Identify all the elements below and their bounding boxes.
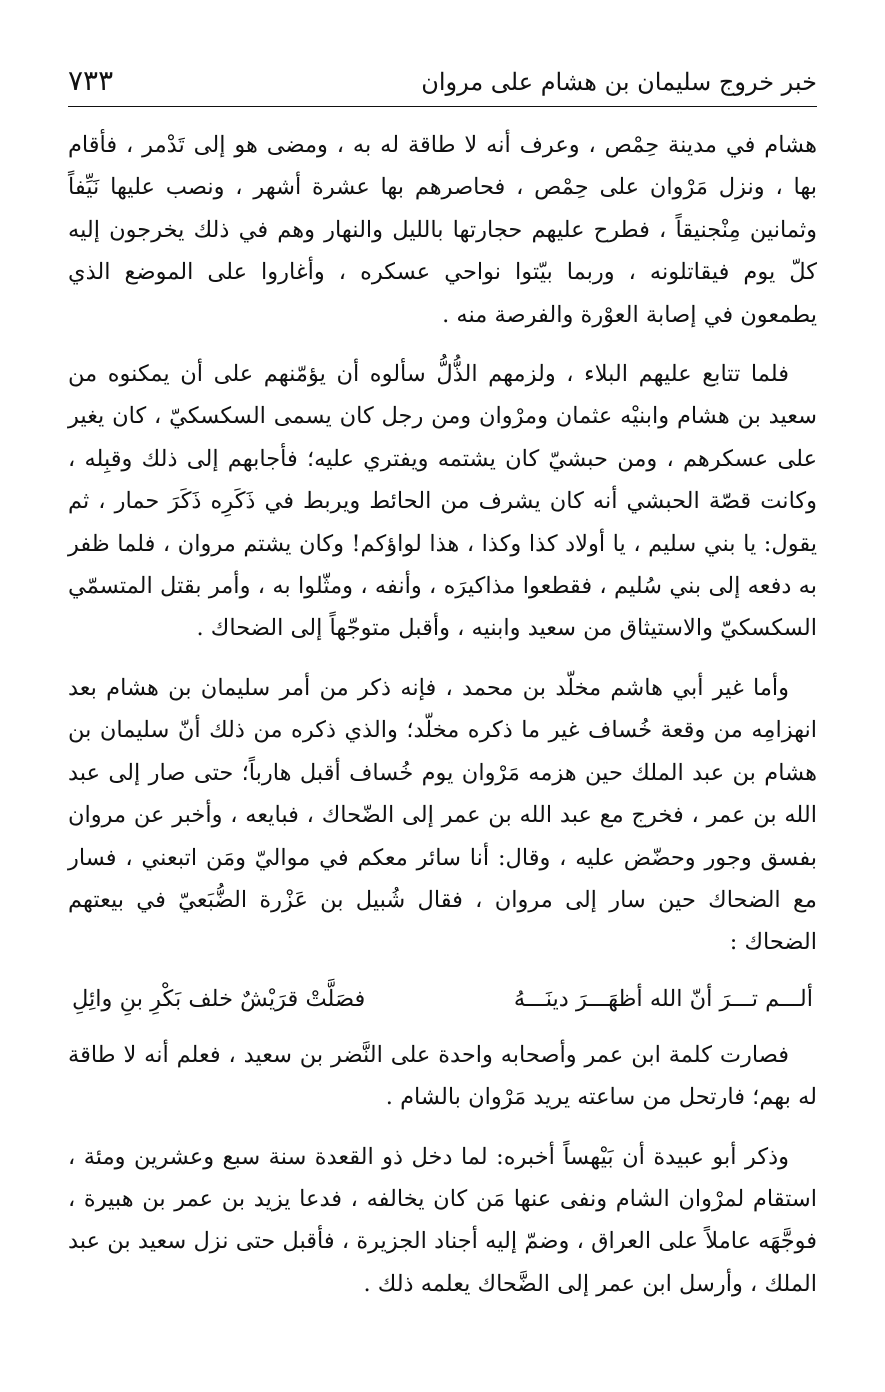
page-number: ٧٣٣ <box>68 64 114 97</box>
paragraph-1: هشام في مدينة حِمْص ، وعرف أنه لا طاقة له به ، ومضى هو إلى تَدْمر ، فأقام بها ، ونزل مَرْوان على حِمْص ، فحاصرهم بها عشرة أشهر ، ونصب عليها نَيِّفاً وثمانين مِنْجنيقاً ، فطرح عليهم حجارتها بالليل والنهار وهم في ذلك يخرجون إليه كلّ يوم فيقاتلونه ، وربما بيّتوا نواحي عسكره ، وأغاروا على الموضع الذي يطمعون في إصابة العوْرة والفرصة منه . <box>68 132 817 328</box>
paragraph-2: فلما تتابع عليهم البلاء ، ولزمهم الذُّلُّ سألوه أن يؤمّنهم على أن يمكنوه من سعيد بن هشام وابنيْه عثمان ومرْوان ومن رجل كان يسمى السكسكيّ ، كان يغير على عسكرهم ، ومن حبشيّ كان يشتمه ويفتري عليه؛ فأجابهم إلى ذلك وقبِله ، وكانت قصّة الحبشي أنه كان يشرف من الحائط ويربط في ذَكَرِه ذَكَرَ حمار ، ثم يقول: يا بني سليم ، يا أولاد كذا وكذا ، هذا لواؤكم! وكان يشتم مروان ، فلما ظفر به دفعه إلى بني سُليم ، فقطعوا مذاكيرَه ، وأنفه ، ومثّلوا به ، وأمر بقتل المتسمّي السكسكيّ والاستيثاق من سعيد وابنيه ، وأقبل متوجّهاً إلى الضحاك . <box>68 361 817 642</box>
verse-first-hemistich: ألـــم تـــرَ أنّ الله أظهَـــرَ دينَـــهُ <box>513 985 813 1012</box>
page-header <box>68 62 817 107</box>
paragraph-5: وذكر أبو عبيدة أن بَيْهساً أخبره: لما دخل ذو القعدة سنة سبع وعشرين ومئة ، استقام لمرْوان الشام ونفى عنها مَن كان يخالفه ، فدعا يزيد بن عمر بن هبيرة ، فوجَّهَه عاملاً على العراق ، وضمّ إليه أجناد الجزيرة ، فأقبل حتى نزل سعيد بن عبد الملك ، وأرسل ابن عمر إلى الضَّحاك يعلمه ذلك . <box>68 1143 817 1297</box>
verse-second-hemistich: فصَلَّتْ قرَيْشٌ خلف بَكْرِ بنِ وائِلِ <box>72 985 366 1012</box>
poetry-verse <box>68 976 817 1022</box>
paragraph-4: فصارت كلمة ابن عمر وأصحابه واحدة على النَّضر بن سعيد ، فعلم أنه لا طاقة له بهم؛ فارتحل من ساعته يريد مَرْوان بالشام . <box>68 1041 817 1111</box>
page-body <box>68 124 817 1305</box>
paragraph-3: وأما غير أبي هاشم مخلّد بن محمد ، فإنه ذكر من أمر سليمان بن هشام بعد انهزامِه من وقعة خُساف غير ما ذكره مخلّد؛ والذي ذكره من ذلك أنّ سليمان بن هشام بن عبد الملك حين هزمه مَرْوان يوم خُساف أقبل هارباً؛ حتى صار إلى عبد الله بن عمر ، فخرج مع عبد الله بن عمر إلى الضّحاك ، فبايعه ، وأخبر عن مروان بفسق وجور وحضّض عليه ، وقال: أنا سائر معكم في مواليّ ومَن اتبعني ، فسار مع الضحاك حين سار إلى مروان ، فقال شُبيل بن عَزْرة الضُّبَعيّ في بيعتهم الضحاك : <box>68 674 817 956</box>
running-title: خبر خروج سليمان بن هشام على مروان <box>421 68 817 96</box>
